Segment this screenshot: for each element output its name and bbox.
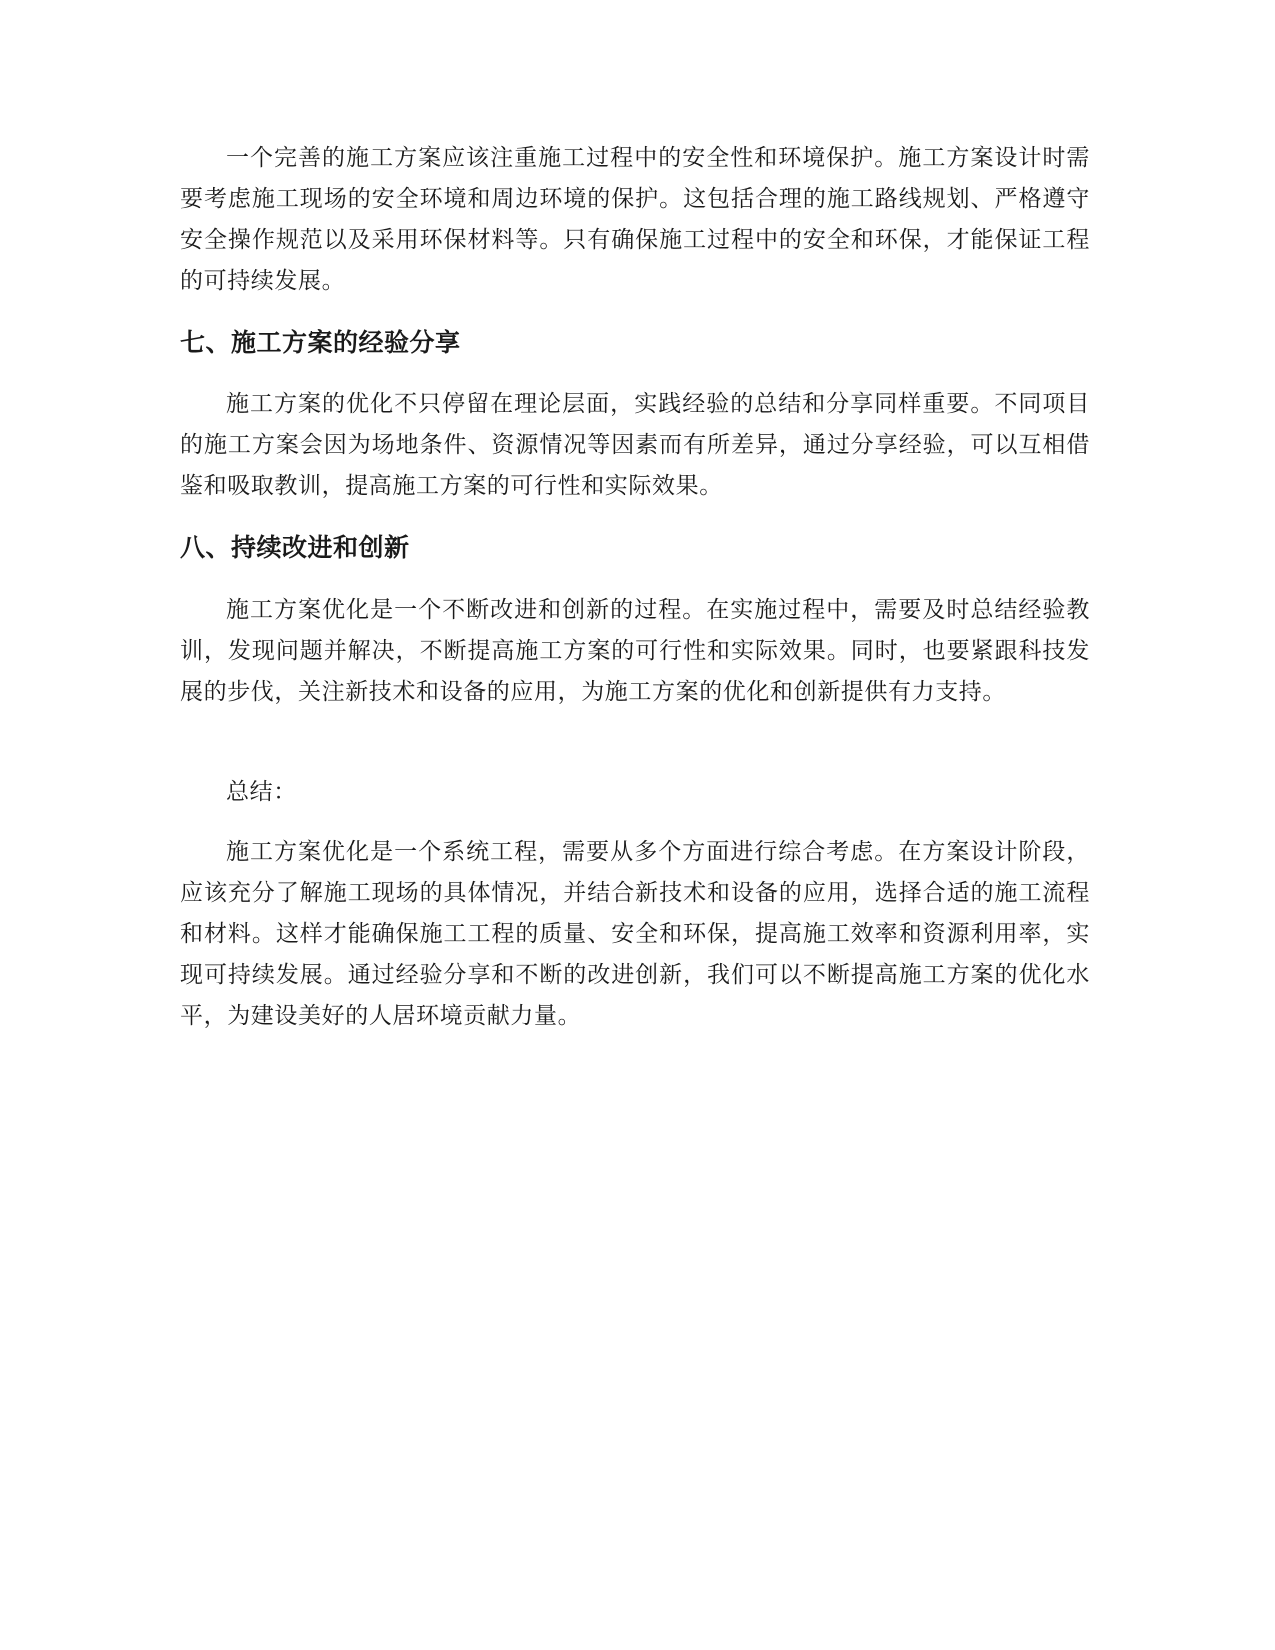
- section-heading-7: 七、施工方案的经验分享: [180, 328, 461, 357]
- paragraph-continuous-improvement: 施工方案优化是一个不断改进和创新的过程。在实施过程中，需要及时总结经验教训，发现问题并解决，不断提高施工方案的可行性和实际效果。同时，也要紧跟科技发展的步伐，关注新技术和设备的应用，为施工方案的优化和创新提供有力支持。: [180, 597, 1090, 705]
- paragraph-safety-environment: 一个完善的施工方案应该注重施工过程中的安全性和环境保护。施工方案设计时需要考虑施工现场的安全环境和周边环境的保护。这包括合理的施工路线规划、严格遵守安全操作规范以及采用环保材料等。只有确保施工过程中的安全和环保，才能保证工程的可持续发展。: [180, 145, 1090, 294]
- summary-label: 总结：: [226, 779, 297, 805]
- section-heading-8: 八、持续改进和创新: [180, 533, 410, 562]
- paragraph-experience-sharing: 施工方案的优化不只停留在理论层面，实践经验的总结和分享同样重要。不同项目的施工方案会因为场地条件、资源情况等因素而有所差异，通过分享经验，可以互相借鉴和吸取教训，提高施工方案的可行性和实际效果。: [180, 391, 1090, 499]
- paragraph-summary: 施工方案优化是一个系统工程，需要从多个方面进行综合考虑。在方案设计阶段，应该充分了解施工现场的具体情况，并结合新技术和设备的应用，选择合适的施工流程和材料。这样才能确保施工工程的质量、安全和环保，提高施工效率和资源利用率，实现可持续发展。通过经验分享和不断的改进创新，我们可以不断提高施工方案的优化水平，为建设美好的人居环境贡献力量。: [180, 839, 1090, 1029]
